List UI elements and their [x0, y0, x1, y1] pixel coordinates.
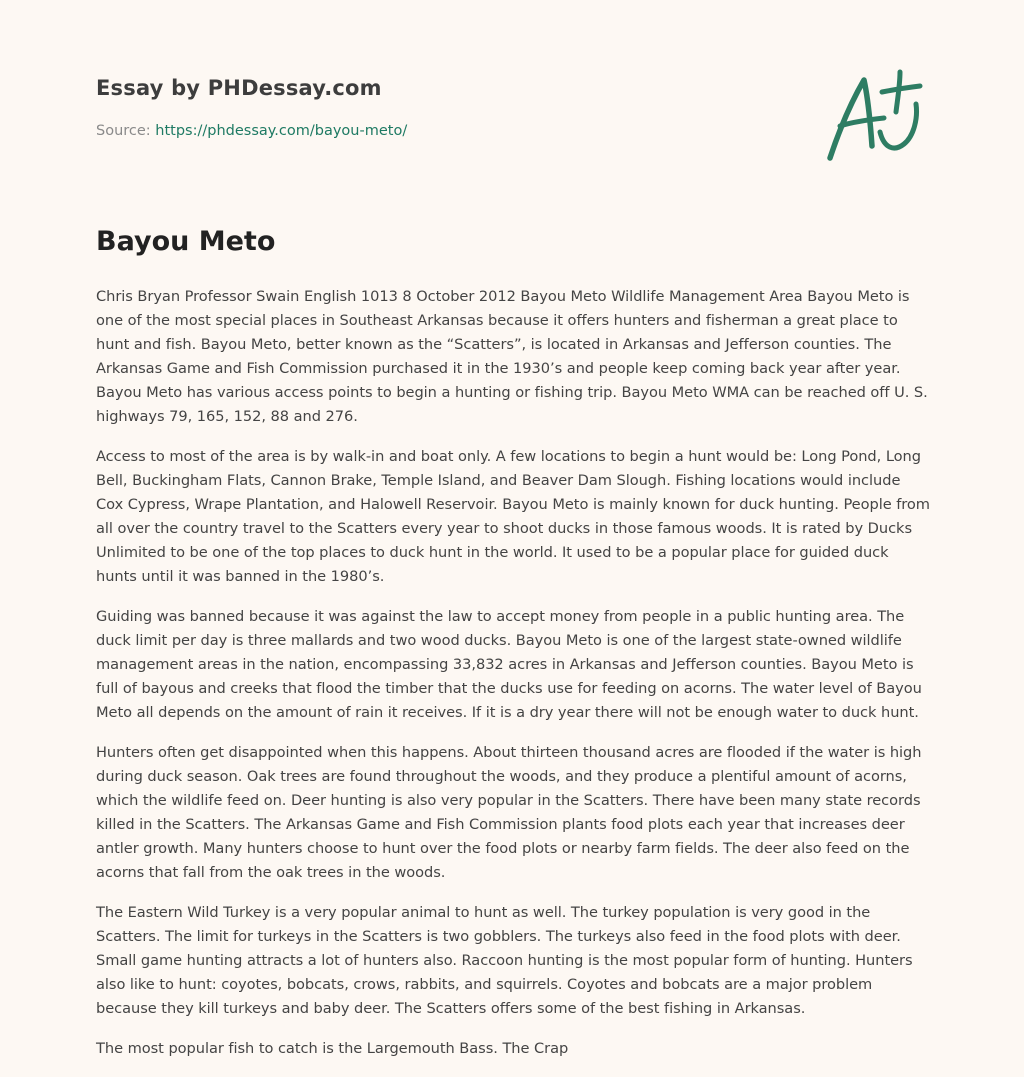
source-label: Source: [96, 123, 156, 139]
essay-body [96, 285, 932, 1077]
essay-title: Bayou Meto [96, 226, 276, 257]
a-plus-logo-icon [824, 68, 928, 164]
essay-paragraph: The Eastern Wild Turkey is a very popular animal to hunt as well. The turkey population is very good in the Scatters. The limit for turkeys in the Scatters is two gobblers. The turkeys also feed in the food plots with deer. Small game hunting attracts a lot of hunters also. Raccoon hunting is the most popular form of hunting. Hunters also like to hunt: coyotes, bobcats, crows, rabbits, and squirrels. Coyotes and bobcats are a major problem because they kill turkeys and baby deer. The Scatters offers some of the best fishing in Arkansas. [96, 904, 913, 1017]
essay-paragraph: Chris Bryan Professor Swain English 1013 8 October 2012 Bayou Meto Wildlife Management Area Bayou Meto is one of the most special places in Southeast Arkansas because it offers hunters and fisherman a great place to hunt and fish. Bayou Meto, better known as the “Scatters”, is located in Arkansas and Jefferson counties. The Arkansas Game and Fish Commission purchased it in the 1930’s and people keep coming back year after year. Bayou Meto has various access points to begin a hunting or fishing trip. Bayou Meto WMA can be reached off U. S. highways 79, 165, 152, 88 and 276. [96, 288, 928, 425]
site-brand: Essay by PHDessay.com [96, 76, 382, 100]
source-link[interactable]: https://phdessay.com/bayou-meto/ [155, 123, 408, 139]
source-line [96, 123, 407, 139]
essay-paragraph: Hunters often get disappointed when this happens. About thirteen thousand acres are flooded if the water is high during duck season. Oak trees are found throughout the woods, and they produce a plentiful amount of acorns, which the wildlife feed on. Deer hunting is also very popular in the Scatters. There have been many state records killed in the Scatters. The Arkansas Game and Fish Commission plants food plots each year that increases deer antler growth. Many hunters choose to hunt over the food plots or nearby farm fields. The deer also feed on the acorns that fall from the oak trees in the woods. [96, 744, 922, 881]
essay-paragraph: Guiding was banned because it was against the law to accept money from people in a public hunting area. The duck limit per day is three mallards and two wood ducks. Bayou Meto is one of the largest state-owned wildlife management areas in the nation, encompassing 33,832 acres in Arkansas and Jefferson counties. Bayou Meto is full of bayous and creeks that flood the timber that the ducks use for feeding on acorns. The water level of Bayou Meto all depends on the amount of rain it receives. If it is a dry year there will not be enough water to duck hunt. [96, 608, 922, 721]
essay-paragraph: Access to most of the area is by walk-in and boat only. A few locations to begin a hunt would be: Long Pond, Long Bell, Buckingham Flats, Cannon Brake, Temple Island, and Beaver Dam Slough. Fishing locations would include Cox Cypress, Wrape Plantation, and Halowell Reservoir. Bayou Meto is mainly known for duck hunting. People from all over the country travel to the Scatters every year to shoot ducks in those famous woods. It is rated by Ducks Unlimited to be one of the top places to duck hunt in the world. It used to be a popular place for guided duck hunts until it was banned in the 1980’s. [96, 448, 930, 585]
essay-paragraph: The most popular fish to catch is the Largemouth Bass. The Crap [96, 1040, 569, 1057]
